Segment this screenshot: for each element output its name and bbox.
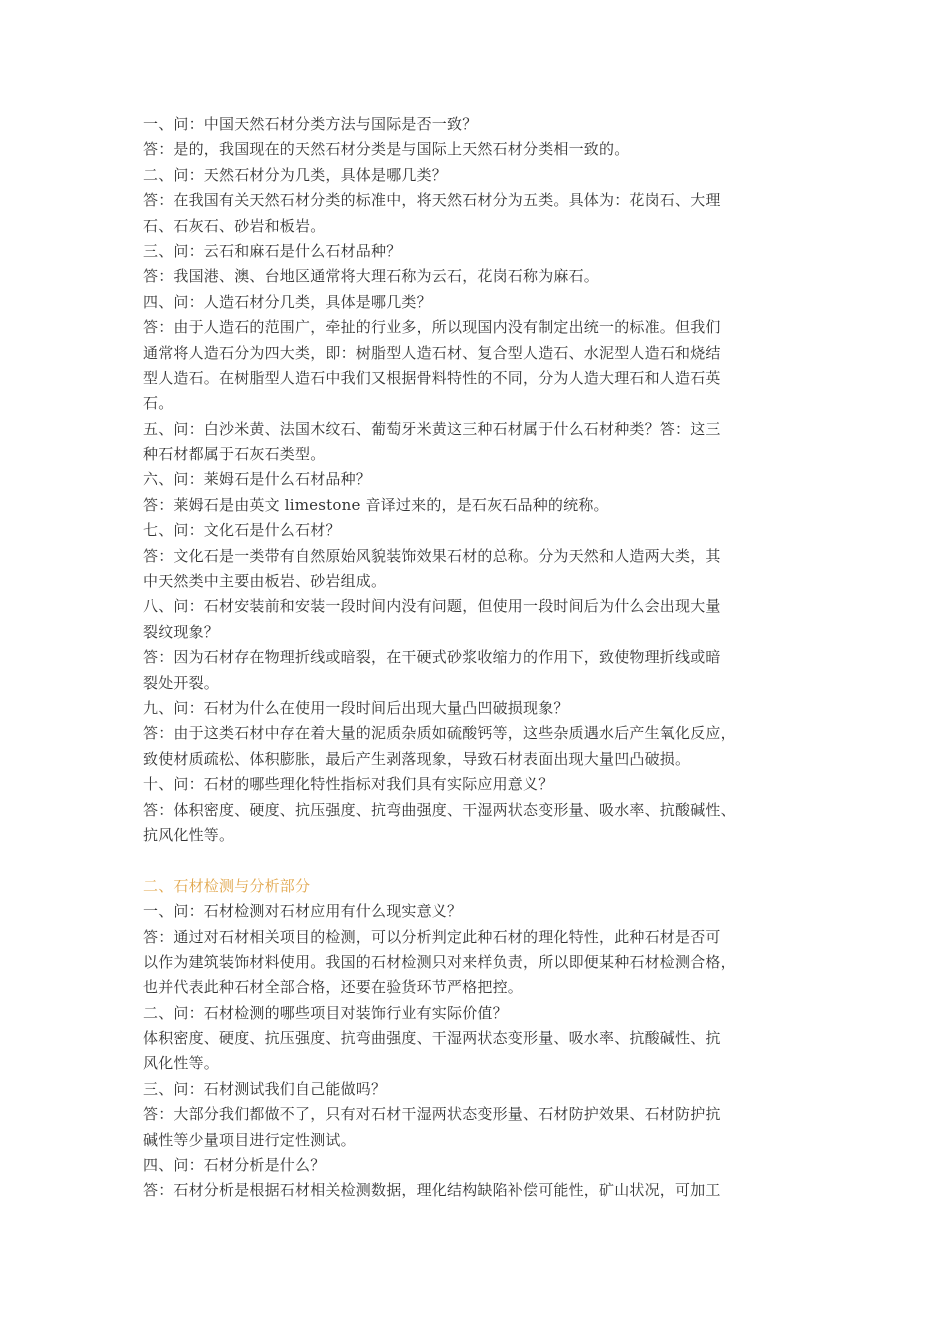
text-line: 答：由于人造石的范围广，牵扯的行业多，所以现国内没有制定出统一的标准。但我们 [143,318,721,337]
text-line: 致使材质疏松、体积膨胀，最后产生剥落现象，导致石材表面出现大量凹凸破损。 [143,749,691,768]
text-line: 答：在我国有关天然石材分类的标准中，将天然石材分为五类。具体为：花岗石、大理 [143,191,721,210]
text-line: 答：文化石是一类带有自然原始风貌装饰效果石材的总称。分为天然和人造两大类，其 [143,546,721,565]
text-line: 答：大部分我们都做不了，只有对石材干湿两状态变形量、石材防护效果、石材防护抗 [143,1105,721,1124]
text-line: 一、问：石材检测对石材应用有什么现实意义？ [143,902,463,921]
text-line: 体积密度、硬度、抗压强度、抗弯曲强度、干湿两状态变形量、吸水率、抗酸碱性、抗 [143,1029,721,1048]
text-line: 七、问：文化石是什么石材？ [143,521,341,540]
faq-section-testing-analysis [143,899,811,1204]
text-line: 四、问：人造石材分几类，具体是哪几类？ [143,292,432,311]
text-line: 六、问：莱姆石是什么石材品种？ [143,470,372,489]
text-line: 答：我国港、澳、台地区通常将大理石称为云石，花岗石称为麻石。 [143,267,600,286]
text-line: 石、石灰石、砂岩和板岩。 [143,216,326,235]
text-line: 答：石材分析是根据石材相关检测数据，理化结构缺陷补偿可能性，矿山状况，可加工 [143,1181,721,1200]
text-line: 答：由于这类石材中存在着大量的泥质杂质如硫酸钙等，这些杂质遇水后产生氧化反应， [143,724,736,743]
text-line: 二、问：石材检测的哪些项目对装饰行业有实际价值？ [143,1003,508,1022]
text-line: 抗风化性等。 [143,825,235,844]
text-line: 种石材都属于石灰石类型。 [143,445,326,464]
text-line: 三、问：云石和麻石是什么石材品种？ [143,241,402,260]
text-line: 石。 [143,394,174,413]
text-line: 也并代表此种石材全部合格，还要在验货环节严格把控。 [143,978,524,997]
text-line: 八、问：石材安装前和安装一段时间内没有问题，但使用一段时间后为什么会出现大量 [143,597,721,616]
text-line: 九、问：石材为什么在使用一段时间后出现大量凸凹破损现象？ [143,698,569,717]
text-line: 五、问：白沙米黄、法国木纹石、葡萄牙米黄这三种石材属于什么石材种类？答：这三 [143,419,721,438]
text-line: 通常将人造石分为四大类，即：树脂型人造石材、复合型人造石、水泥型人造石和烧结 [143,343,721,362]
document-body [143,112,811,1204]
text-line: 一、问：中国天然石材分类方法与国际是否一致？ [143,115,478,133]
text-line: 裂纹现象？ [143,622,220,641]
text-line: 答：莱姆石是由英文 limestone 音译过来的，是石灰石品种的统称。 [143,495,609,514]
text-line: 碱性等少量项目进行定性测试。 [143,1130,356,1149]
faq-section-stone-classification [143,112,811,848]
text-line: 中天然类中主要由板岩、砂岩组成。 [143,572,387,591]
text-line: 以作为建筑装饰材料使用。我国的石材检测只对来样负责，所以即便某种石材检测合格， [143,952,736,971]
text-line: 答：通过对石材相关项目的检测，可以分析判定此种石材的理化特性，此种石材是否可 [143,927,721,946]
text-line: 四、问：石材分析是什么？ [143,1156,326,1175]
text-line: 三、问：石材测试我们自己能做吗？ [143,1079,387,1098]
text-line: 十、问：石材的哪些理化特性指标对我们具有实际应用意义？ [143,775,554,794]
text-line: 二、问：天然石材分为几类，具体是哪几类？ [143,165,448,184]
text-line: 答：体积密度、硬度、抗压强度、抗弯曲强度、干湿两状态变形量、吸水率、抗酸碱性、 [143,800,736,819]
section-gap [143,848,811,873]
text-line: 裂处开裂。 [143,673,220,692]
text-line: 型人造石。在树脂型人造石中我们又根据骨料特性的不同，分为人造大理石和人造石英 [143,368,721,387]
section-title-testing-analysis: 二、石材检测与分析部分 [143,876,311,895]
text-line: 答：是的，我国现在的天然石材分类是与国际上天然石材分类相一致的。 [143,140,630,159]
text-line: 答：因为石材存在物理折线或暗裂，在干硬式砂浆收缩力的作用下，致使物理折线或暗 [143,648,721,667]
text-line: 风化性等。 [143,1054,220,1073]
